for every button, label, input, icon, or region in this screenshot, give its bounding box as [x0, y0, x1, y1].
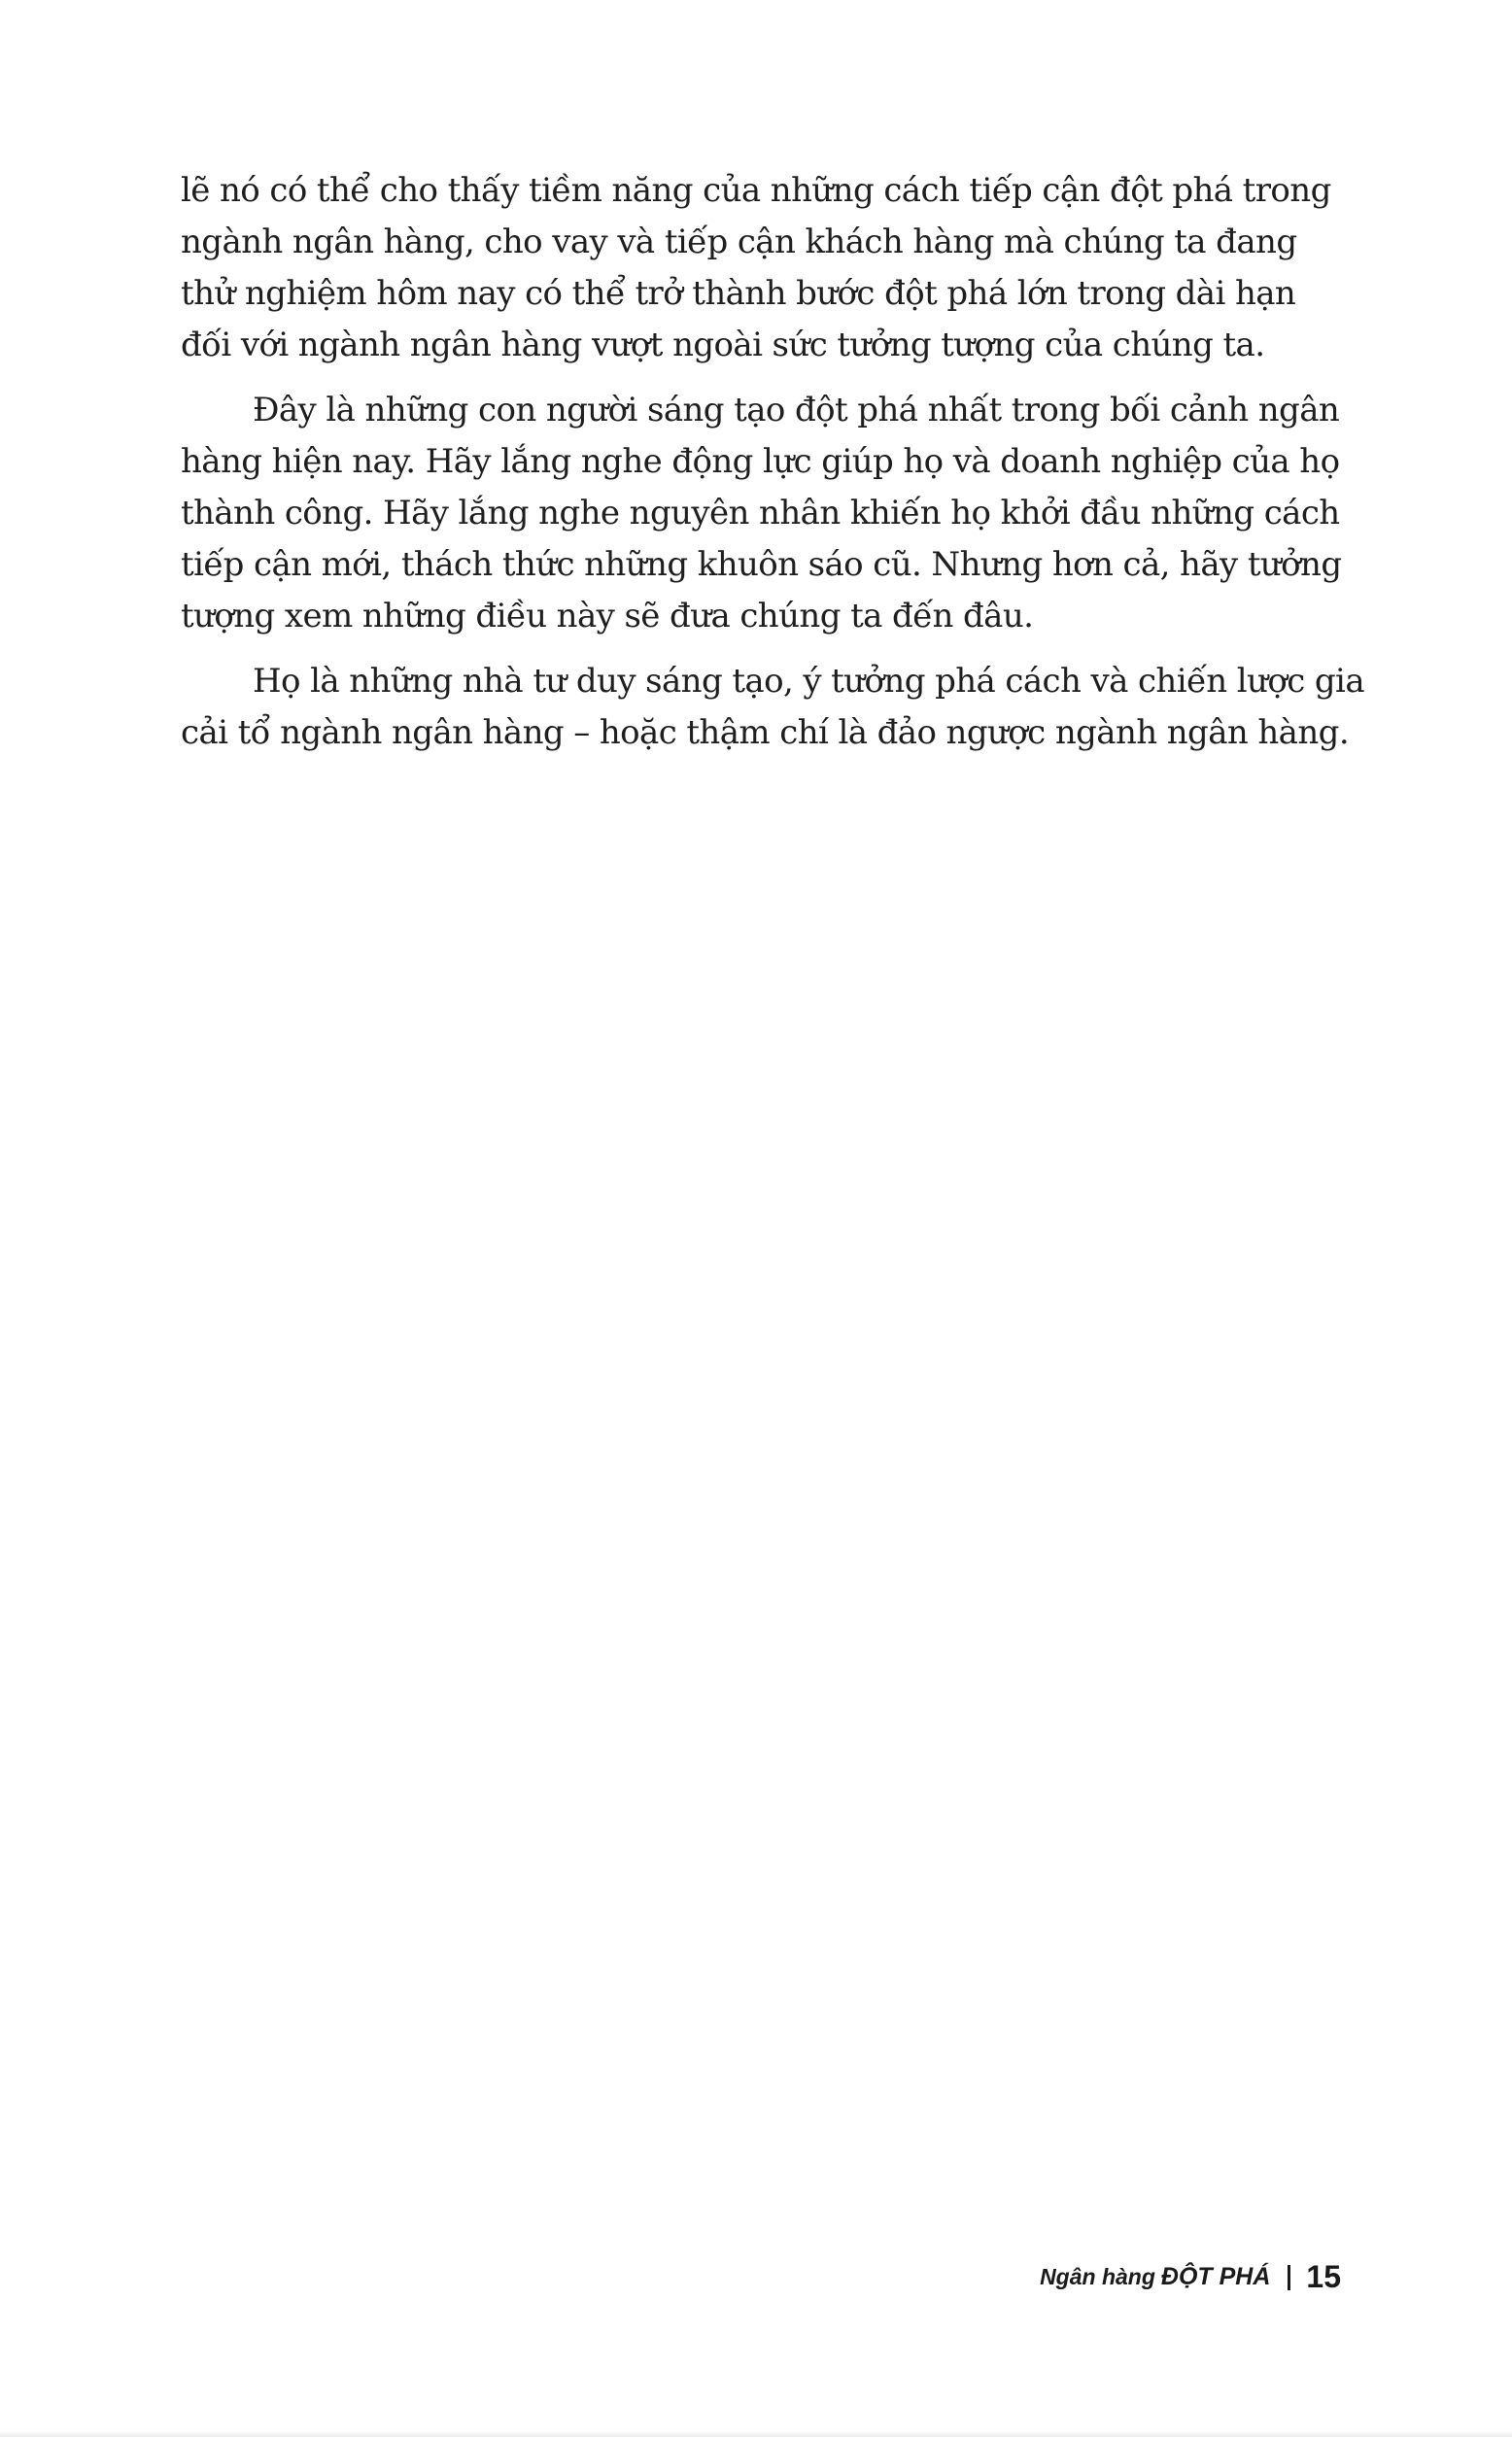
- text-line: Họ là những nhà tư duy sáng tạo, ý tưởng phá cách và chiến lược gia: [253, 662, 1365, 701]
- paragraph-1: [181, 165, 1357, 371]
- text-line: Đây là những con người sáng tạo đột phá nhất trong bối cảnh ngân: [253, 391, 1340, 429]
- text-line: ngành ngân hàng, cho vay và tiếp cận khách hàng mà chúng ta đang: [181, 223, 1297, 261]
- page-footer: [1040, 2259, 1341, 2295]
- footer-title-emphasis: ĐỘT PHÁ: [1160, 2263, 1271, 2290]
- text-line: hàng hiện nay. Hãy lắng nghe động lực giúp họ và doanh nghiệp của họ: [181, 442, 1340, 481]
- running-footer-title: [1040, 2263, 1270, 2291]
- body-text: [181, 165, 1365, 772]
- scan-edge-shadow: [0, 2431, 1512, 2437]
- text-line: tượng xem những điều này sẽ đưa chúng ta đến đâu.: [181, 597, 1034, 635]
- paragraph-2: [181, 385, 1357, 642]
- text-line: lẽ nó có thể cho thấy tiềm năng của những cách tiếp cận đột phá trong: [181, 171, 1331, 210]
- footer-title-prefix: Ngân hàng: [1040, 2264, 1155, 2289]
- text-line: thành công. Hãy lắng nghe nguyên nhân khiến họ khởi đầu những cách: [181, 494, 1340, 532]
- paragraph-3: [181, 656, 1365, 759]
- text-line: thử nghiệm hôm nay có thể trở thành bước đột phá lớn trong dài hạn: [181, 274, 1296, 313]
- page-number: 15: [1306, 2259, 1341, 2294]
- footer-divider: [1288, 2265, 1290, 2290]
- text-line: tiếp cận mới, thách thức những khuôn sáo cũ. Nhưng hơn cả, hãy tưởng: [181, 545, 1342, 584]
- text-line: đối với ngành ngân hàng vượt ngoài sức tưởng tượng của chúng ta.: [181, 326, 1265, 364]
- text-line: cải tổ ngành ngân hàng – hoặc thậm chí là đảo ngược ngành ngân hàng.: [181, 713, 1350, 752]
